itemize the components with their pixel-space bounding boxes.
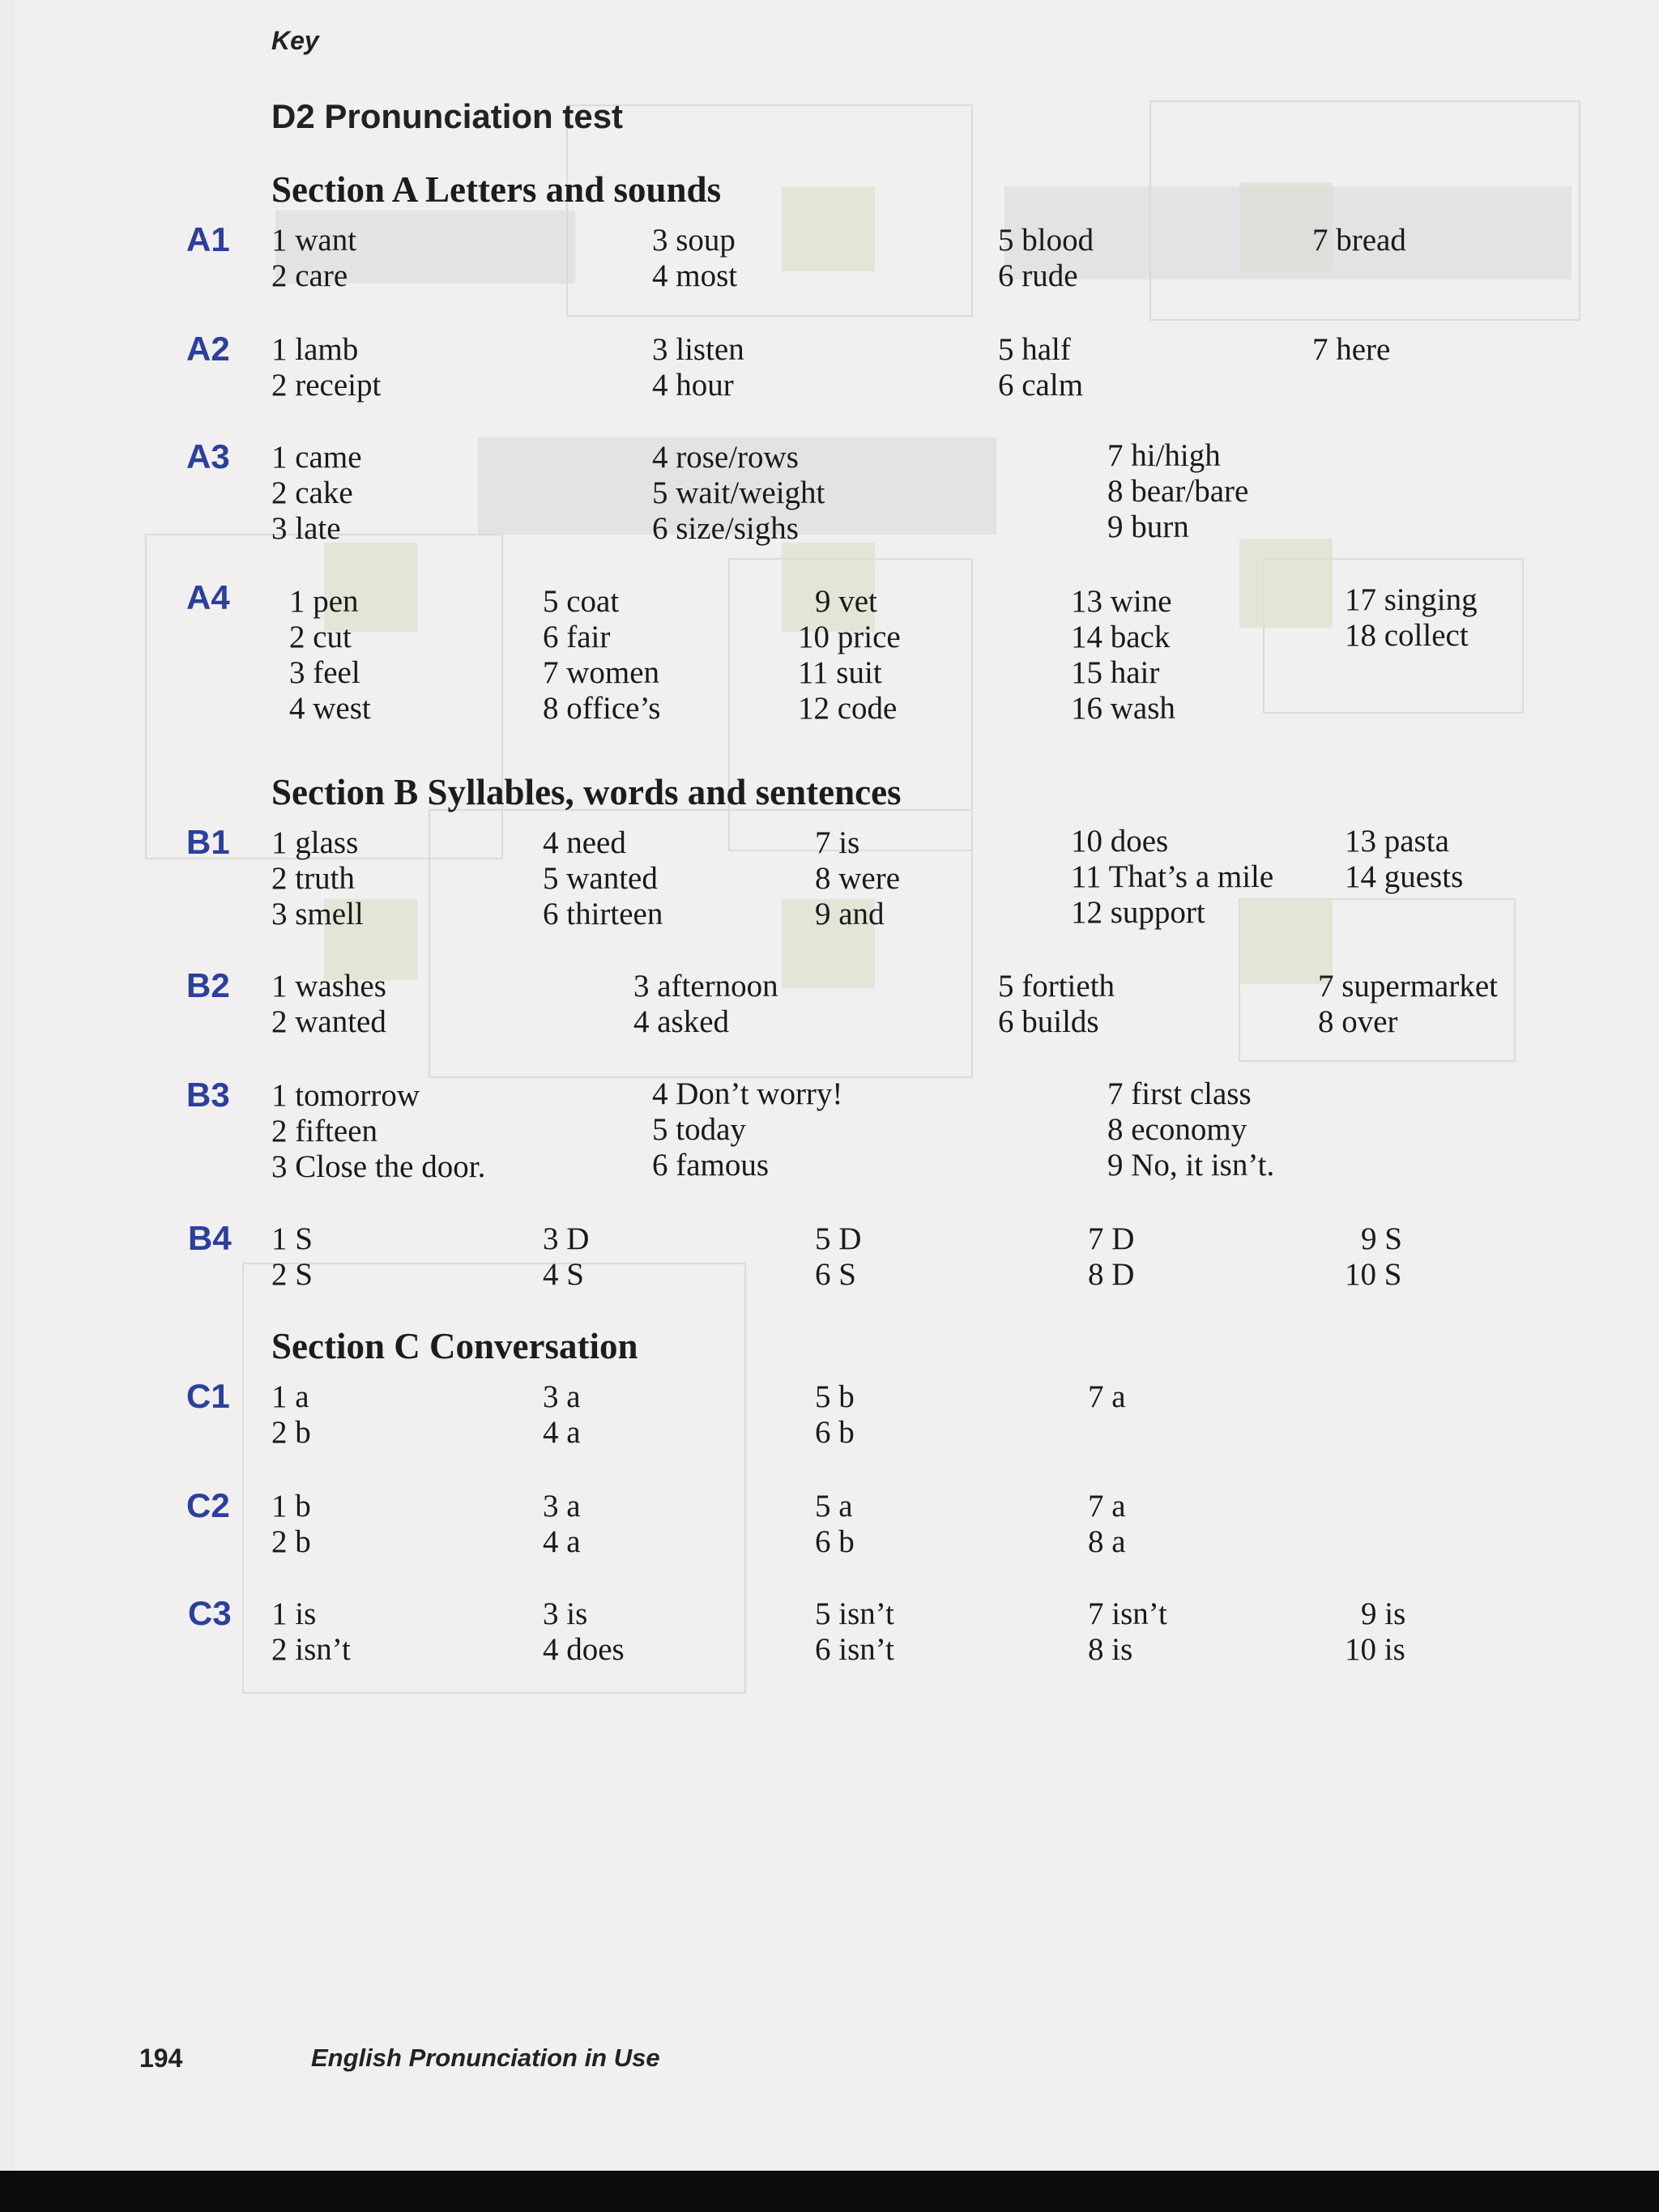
answer-item: 5 wanted: [543, 861, 658, 896]
row-label-c3: C3: [188, 1594, 232, 1632]
row-label-b4: B4: [188, 1219, 232, 1257]
row-label-b3: B3: [186, 1076, 230, 1114]
row-label-c1: C1: [186, 1377, 230, 1415]
answer-item: 4 west: [289, 691, 371, 726]
answer-item: 6 rude: [998, 258, 1078, 293]
row-label-b2: B2: [186, 966, 230, 1004]
answer-item: 3 smell: [271, 897, 364, 931]
answer-item: 11 That’s a mile: [1071, 859, 1274, 894]
answer-item: 7 bread: [1312, 223, 1406, 258]
answer-item: 5 today: [652, 1112, 746, 1147]
answer-item: 12 support: [1071, 895, 1205, 930]
answer-item: 5 blood: [998, 223, 1094, 258]
answer-item: 4 hour: [652, 368, 734, 403]
answer-item: 8 a: [1088, 1524, 1126, 1559]
answer-item: 1 glass: [271, 825, 359, 860]
row-label-a3: A3: [186, 437, 230, 475]
answer-item: 2 b: [271, 1524, 311, 1559]
answer-item: 1 lamb: [271, 332, 359, 367]
answer-item: 3 afternoon: [633, 969, 778, 1004]
row-label-b1: B1: [186, 823, 230, 861]
answer-item: 8 is: [1088, 1632, 1133, 1667]
answer-item: 1 tomorrow: [271, 1078, 420, 1113]
answer-item: 6 famous: [652, 1148, 770, 1183]
section-b-title: Section B Syllables, words and sentences: [271, 772, 902, 812]
answer-item: 1 a: [271, 1379, 309, 1414]
answer-item: 12 code: [798, 691, 898, 726]
answer-item: 6 calm: [998, 368, 1084, 403]
answer-item: 6 b: [815, 1415, 855, 1450]
answer-item: 5 half: [998, 332, 1071, 367]
answer-item: 14 guests: [1345, 859, 1464, 894]
answer-item: 2 care: [271, 258, 348, 293]
answer-item: 10 is: [1345, 1632, 1405, 1667]
answer-item: 2 isn’t: [271, 1632, 351, 1667]
answer-item: 4 need: [543, 825, 626, 860]
answer-item: 9 S: [1361, 1221, 1402, 1256]
answer-item: 7 women: [543, 655, 660, 690]
section-c-title: Section C Conversation: [271, 1326, 638, 1366]
answer-item: 10 S: [1345, 1257, 1402, 1292]
answer-item: 2 cake: [271, 475, 353, 510]
answer-item: 5 b: [815, 1379, 855, 1414]
answer-item: 8 were: [815, 861, 901, 896]
answer-item: 1 came: [271, 440, 362, 475]
answer-item: 1 want: [271, 223, 357, 258]
answer-item: 8 office’s: [543, 691, 661, 726]
answer-item: 4 Don’t worry!: [652, 1076, 843, 1111]
answer-item: 9 vet: [815, 584, 877, 619]
answer-item: 5 D: [815, 1221, 862, 1256]
answer-item: 2 cut: [289, 620, 352, 654]
answer-item: 8 economy: [1107, 1112, 1247, 1147]
section-a-title: Section A Letters and sounds: [271, 169, 722, 210]
answer-item: 11 suit: [798, 655, 882, 690]
answer-item: 7 is: [815, 825, 860, 860]
answer-item: 3 listen: [652, 332, 744, 367]
answer-item: 10 price: [798, 620, 901, 654]
answer-item: 6 size/sighs: [652, 511, 799, 546]
answer-item: 5 wait/weight: [652, 475, 825, 510]
answer-item: 8 over: [1318, 1004, 1398, 1039]
answer-item: 9 No, it isn’t.: [1107, 1148, 1275, 1183]
answer-item: 4 rose/rows: [652, 440, 799, 475]
row-label-a2: A2: [186, 330, 230, 368]
answer-item: 4 a: [543, 1524, 581, 1559]
answer-item: 3 Close the door.: [271, 1149, 486, 1184]
answer-item: 8 bear/bare: [1107, 474, 1249, 509]
answer-item: 7 a: [1088, 1489, 1126, 1524]
answer-item: 18 collect: [1345, 618, 1469, 653]
answer-item: 7 hi/high: [1107, 438, 1221, 473]
row-label-c2: C2: [186, 1486, 230, 1524]
answer-item: 3 late: [271, 511, 341, 546]
answer-item: 1 pen: [289, 584, 359, 619]
answer-item: 16 wash: [1071, 691, 1175, 726]
answer-item: 13 wine: [1071, 584, 1172, 619]
answer-item: 10 does: [1071, 824, 1169, 859]
row-label-a1: A1: [186, 220, 230, 258]
answer-item: 15 hair: [1071, 655, 1160, 690]
answer-item: 4 a: [543, 1415, 581, 1450]
test-title: D2 Pronunciation test: [271, 97, 624, 135]
answer-item: 9 is: [1361, 1596, 1406, 1631]
answer-item: 13 pasta: [1345, 824, 1449, 859]
answer-item: 4 asked: [633, 1004, 730, 1039]
answer-item: 2 truth: [271, 861, 355, 896]
book-title: English Pronunciation in Use: [311, 2044, 660, 2072]
answer-item: 3 D: [543, 1221, 590, 1256]
answer-item: 8 D: [1088, 1257, 1135, 1292]
row-label-a4: A4: [186, 578, 230, 616]
answer-item: 7 D: [1088, 1221, 1135, 1256]
answer-item: 3 is: [543, 1596, 588, 1631]
answer-item: 5 coat: [543, 584, 620, 619]
answer-item: 5 fortieth: [998, 969, 1115, 1004]
answer-item: 6 fair: [543, 620, 611, 654]
answer-item: 3 a: [543, 1489, 581, 1524]
answer-item: 7 first class: [1107, 1076, 1252, 1111]
answer-item: 9 burn: [1107, 509, 1189, 544]
answer-item: 7 isn’t: [1088, 1596, 1167, 1631]
running-header: Key: [271, 26, 319, 55]
answer-item: 9 and: [815, 897, 885, 931]
answer-item: 6 isn’t: [815, 1632, 894, 1667]
answer-item: 2 S: [271, 1257, 313, 1292]
answer-item: 6 b: [815, 1524, 855, 1559]
answer-item: 1 is: [271, 1596, 317, 1631]
answer-item: 14 back: [1071, 620, 1171, 654]
answer-item: 1 b: [271, 1489, 311, 1524]
answer-item: 7 here: [1312, 332, 1391, 367]
answer-item: 6 builds: [998, 1004, 1099, 1039]
answer-item: 1 S: [271, 1221, 313, 1256]
tint-patch: [1239, 539, 1333, 628]
answer-item: 1 washes: [271, 969, 386, 1004]
answer-item: 2 wanted: [271, 1004, 386, 1039]
page-number: 194: [139, 2044, 183, 2073]
answer-item: 7 supermarket: [1318, 969, 1499, 1004]
answer-item: 17 singing: [1345, 582, 1478, 617]
answer-item: 3 soup: [652, 223, 736, 258]
answer-item: 3 a: [543, 1379, 581, 1414]
answer-item: 5 a: [815, 1489, 853, 1524]
answer-item: 6 thirteen: [543, 897, 663, 931]
answer-item: 4 S: [543, 1257, 584, 1292]
answer-item: 2 receipt: [271, 368, 382, 403]
answer-item: 7 a: [1088, 1379, 1126, 1414]
scan-bottom-edge: [0, 2171, 1659, 2212]
answer-item: 5 isn’t: [815, 1596, 894, 1631]
tint-patch: [782, 186, 875, 271]
answer-item: 4 does: [543, 1632, 625, 1667]
answer-item: 2 fifteen: [271, 1114, 378, 1149]
answer-item: 4 most: [652, 258, 738, 293]
answer-item: 3 feel: [289, 655, 360, 690]
answer-item: 6 S: [815, 1257, 856, 1292]
answer-item: 2 b: [271, 1415, 311, 1450]
